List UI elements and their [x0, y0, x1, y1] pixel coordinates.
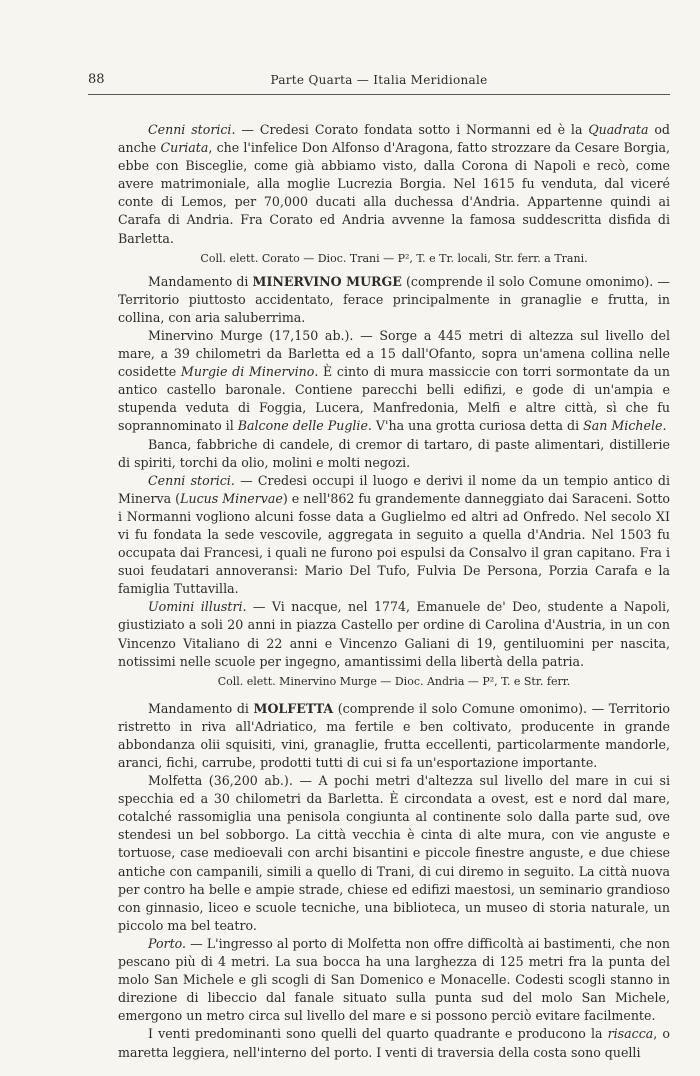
section-label: Uomini illustri.: [148, 599, 247, 615]
minervino-industry-paragraph: Banca, fabbriche di candele, di cremor di tartaro, di paste alimentari, distillerie di spiriti, torchi da olio, molini e molti negozi.: [118, 436, 670, 470]
running-title: Parte Quarta — Italia Meridionale: [270, 73, 488, 87]
minervino-history-paragraph: Cenni storici. — Credesi occupi il luogo e derivi il nome da un tempio antico di Minerva (Lucus Minervae) e nell'862 fu grandemente danneggiato dai Saraceni. Sotto i Normanni vogliono alcuni fosse data a Guglielmo ed altri ad Onfredo. Nel secolo XI vi fu fondata la sede vescovile, aggregata in seguito a quella d'Andria. Nel 1503 fu occupata dai Francesi, i quali ne furono poi espulsi da Consalvo il gran capitano. Fra i suoi feudatari annoveransi: Mario Del Tufo, Fulvia De Persona, Porzia Carafa e la famiglia Tuttavilla.: [118, 472, 671, 597]
molfetta-mandamento-paragraph: Mandamento di MOLFETTA (comprende il solo Comune omonimo). — Territorio ristretto in riva all'Adriatico, ma fertile e ben coltivato, producente in grande abbondanza olii squisiti, vini, granaglie, frutta eccellenti, particolarmente mandorle, aranci, fichi, carrube, prodotti tutti di cui si fa un'esportazione importante.: [118, 700, 670, 770]
minervino-town-paragraph: Minervino Murge (17,150 ab.). — Sorge a 445 metri di altezza sul livello del mare, a 39 chilometri da Barletta ed a 15 dall'Ofanto, sopra un'amena collina nelle cosidette Murgie di Minervino. È cinto di mura massiccie con torri sormontate da un antico castello baronale. Contiene parecchi belli edifizi, e gode di un'ampia e stupenda veduta di Foggia, Lucera, Manfredonia, Melfi e altre città, sì che fu soprannominato il Balcone delle Puglie. V'ha una grotta curiosa detta di San Michele.: [118, 327, 671, 434]
page-number: 88: [88, 72, 105, 87]
corato-history-paragraph: Cenni storici. — Credesi Corato fondata sotto i Normanni ed è la Quadrata od anche Curiata, che l'infelice Don Alfonso d'Aragona, fatto strozzare da Cesare Borgia, ebbe con Bisceglie, come già abbiamo visto, dalla Corona di Napoli e recò, come avere matrimoniale, alla moglie Lucrezia Borgia. Nel 1615 fu venduta, dal viceré conte di Lemos, per 70,000 ducati alla duchessa d'Andria. Appartenne quindi ai Carafa di Andria. Fra Corato ed Andria avvenne la famosa suddescritta disfida di Barletta.: [118, 122, 670, 246]
page-header: [88, 72, 670, 95]
molfetta-town-paragraph: Molfetta (36,200 ab.). — A pochi metri d'altezza sul livello del mare in cui si specchia ed a 30 chilometri da Barletta. È circondata a ovest, est e nord dal mare, cotalché rassomiglia una penisola congiunta al continente solo dalla parte sud, ove stendesi un bel sobborgo. La città vecchia è cinta di alte mura, con vie anguste e tortuose, case medioevali con archi bisantini e piccole finestre anguste, e due chiese antiche con campanili, simili a quello di Trani, di cui diremo in seguito. La città nuova per contro ha belle e ampie strade, chiese ed edifizi maestosi, un seminario grandioso con ginnasio, liceo e scuole tecniche, una biblioteca, un museo di storia naturale, un piccolo ma bel teatro.: [118, 773, 670, 933]
town-name: Minervino Murge: [148, 327, 263, 343]
minervino-mandamento-paragraph: Mandamento di MINERVINO MURGE (comprende il solo Comune omonimo). — Territorio piuttosto accidentato, ferace principalmente in granaglie e frutta, in collina, con aria saluberrima.: [118, 273, 670, 325]
section-label: Cenni storici.: [148, 122, 236, 137]
minervino-notables-paragraph: Uomini illustri. — Vi nacque, nel 1774, Emanuele de' Deo, studente a Napoli, giustiziato a soli 20 anni in piazza Castello per ordine di Carolina d'Austria, in un con Vincenzo Vitaliano di 22 anni e Vincenzo Galiani di 19, gentiluomini per nascita, notissimi nelle scuole per ingegno, amantissimi della libertà della patria.: [118, 599, 670, 669]
page-body: [118, 121, 670, 1062]
corato-citation: Coll. elett. Corato — Dioc. Trani — P², T. e Tr. locali, Str. ferr. a Trani.: [200, 251, 588, 265]
minervino-citation: Coll. elett. Minervino Murge — Dioc. Andria — P², T. e Str. ferr.: [217, 674, 571, 688]
section-label: Cenni storici.: [148, 472, 235, 488]
mandamento-name: MINERVINO MURGE: [252, 273, 402, 289]
section-label: Porto.: [148, 935, 186, 951]
town-name: Molfetta: [148, 773, 203, 789]
mandamento-name: MOLFETTA: [253, 700, 334, 716]
molfetta-winds-paragraph: I venti predominanti sono quelli del quarto quadrante e producono la risacca, o maretta leggiera, nell'interno del porto. I venti di traversia della costa sono quelli: [118, 1026, 670, 1060]
molfetta-port-paragraph: Porto. — L'ingresso al porto di Molfetta non offre difficoltà ai bastimenti, che non pescano più di 4 metri. La sua bocca ha una larghezza di 125 metri fra la punta del molo San Michele e gli scogli di San Domenico e Monacelle. Codesti scogli stanno in direzione di libeccio dal fanale situato sulla punta sud del molo San Michele, emergono un metro circa sul livello del mare e si possono perciò evitare facilmente.: [118, 935, 670, 1024]
